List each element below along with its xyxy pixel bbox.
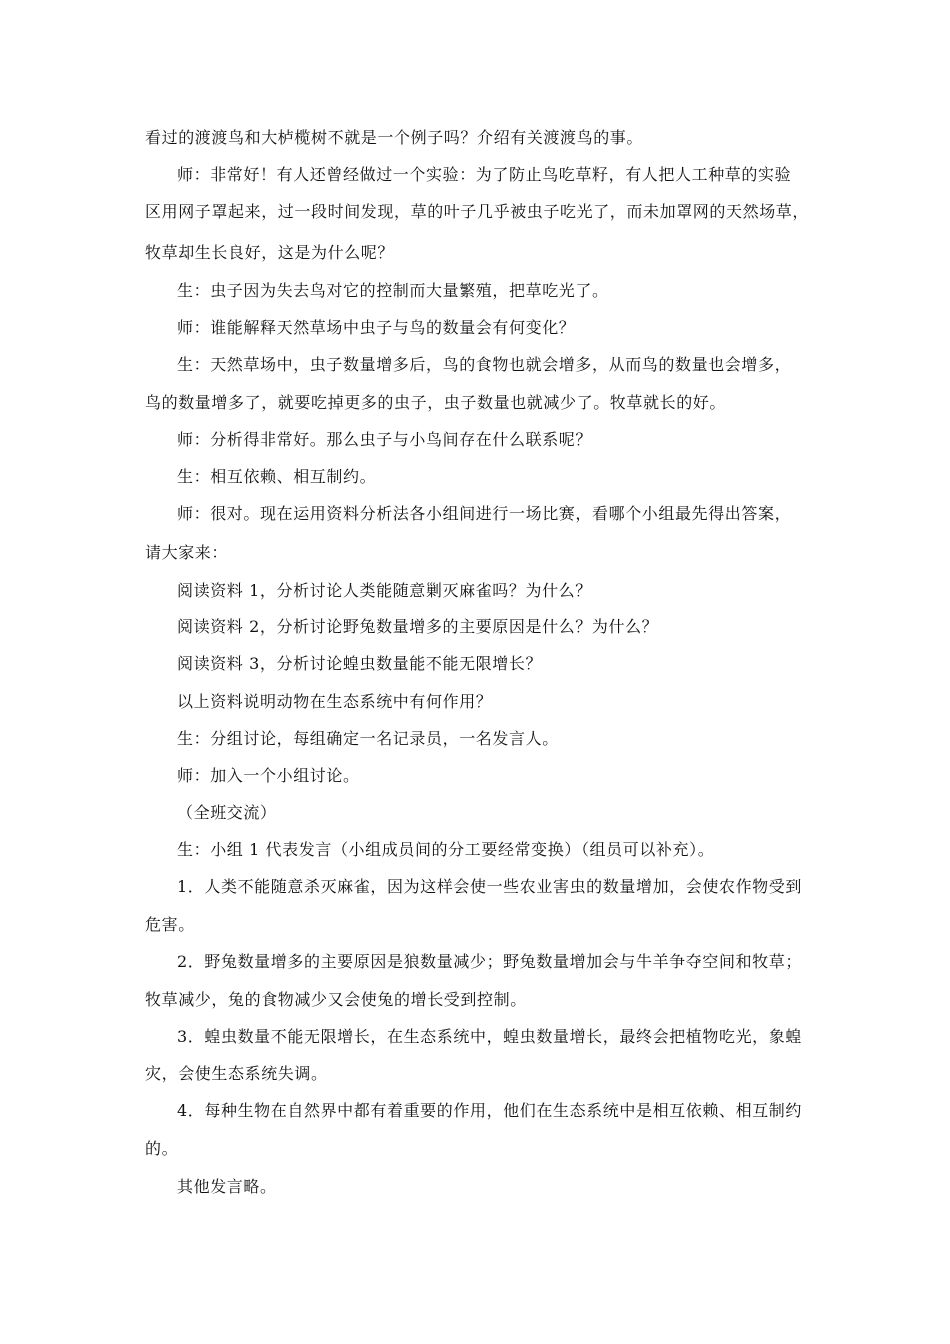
text-line: 师：谁能解释天然草场中虫子与鸟的数量会有何变化？ (177, 318, 576, 337)
text-line: 牧草却生长良好，这是为什么呢？ (145, 243, 395, 262)
text-line: 生：小组 1 代表发言（小组成员间的分工要经常变换）（组员可以补充）。 (177, 840, 715, 859)
text-line: 以上资料说明动物在生态系统中有何作用？ (177, 692, 493, 711)
text-line: 生：分组讨论，每组确定一名记录员，一名发言人。 (177, 729, 559, 748)
text-line: 4．每种生物在自然界中都有着重要的作用，他们在生态系统中是相互依赖、相互制约 (177, 1101, 802, 1120)
text-line: 牧草减少，兔的食物减少又会使兔的增长受到控制。 (145, 990, 527, 1009)
text-line: 看过的渡渡鸟和大栌榄树不就是一个例子吗？介绍有关渡渡鸟的事。 (145, 128, 644, 147)
text-line: 的。 (145, 1139, 179, 1158)
text-line: 其他发言略。 (177, 1177, 277, 1196)
text-line: （全班交流） (177, 803, 277, 822)
text-line: 师：分析得非常好。那么虫子与小鸟间存在什么联系呢？ (177, 430, 593, 449)
text-line: 阅读资料 1，分析讨论人类能随意剿灭麻雀吗？为什么？ (177, 581, 592, 600)
text-line: 生：天然草场中，虫子数量增多后，鸟的食物也就会增多，从而鸟的数量也会增多， (177, 355, 792, 374)
text-line: 1．人类不能随意杀灭麻雀，因为这样会使一些农业害虫的数量增加，会使农作物受到 (177, 877, 802, 896)
text-line: 请大家来： (145, 543, 229, 562)
text-line: 鸟的数量增多了，就要吃掉更多的虫子，虫子数量也就减少了。牧草就长的好。 (145, 393, 727, 412)
text-line: 3．蝗虫数量不能无限增长，在生态系统中，蝗虫数量增长，最终会把植物吃光，象蝗 (177, 1027, 802, 1046)
text-line: 灾，会使生态系统失调。 (145, 1064, 328, 1083)
text-line: 生：虫子因为失去鸟对它的控制而大量繁殖，把草吃光了。 (177, 281, 609, 300)
text-line: 2．野兔数量增多的主要原因是狼数量减少；野兔数量增加会与牛羊争夺空间和牧草； (177, 952, 802, 971)
text-line: 阅读资料 3，分析讨论蝗虫数量能不能无限增长？ (177, 654, 543, 673)
text-line: 生：相互依赖、相互制约。 (177, 467, 377, 486)
text-line: 师：很对。现在运用资料分析法各小组间进行一场比赛，看哪个小组最先得出答案， (177, 504, 792, 523)
text-line: 危害。 (145, 915, 195, 934)
text-line: 阅读资料 2，分析讨论野兔数量增多的主要原因是什么？为什么？ (177, 617, 659, 636)
text-line: 师：加入一个小组讨论。 (177, 766, 360, 785)
text-line: 师：非常好！有人还曾经做过一个实验：为了防止鸟吃草籽，有人把人工种草的实验 (177, 165, 792, 184)
text-line: 区用网子罩起来，过一段时间发现，草的叶子几乎被虫子吃光了，而未加罩网的天然场草， (145, 202, 810, 221)
